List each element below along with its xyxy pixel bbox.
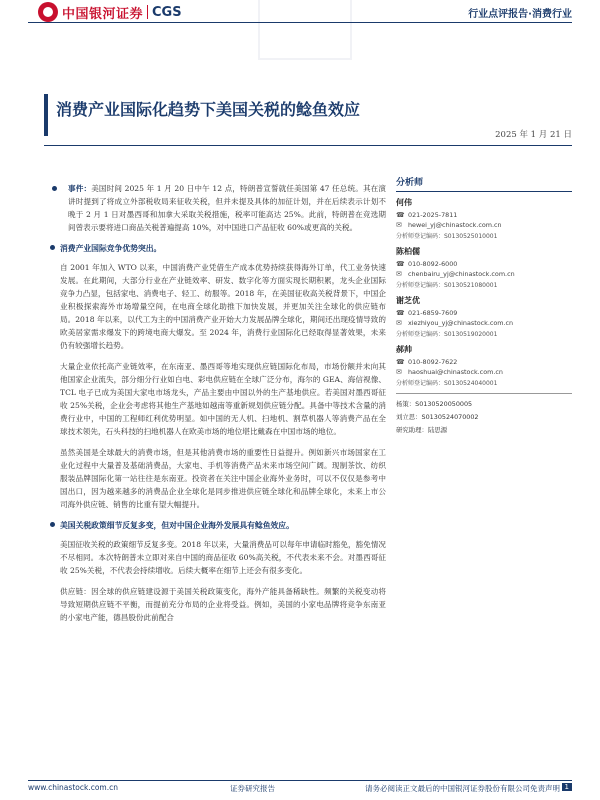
- body-paragraph: 自 2001 年加入 WTO 以来，中国消费产业凭借生产成本优势持续获得海外订单，代工业务快速发展。在此期间，大部分行业在产业链效率、研发、数字化等方面实现长期积累，龙头企业国际竞争力凸显，包括家电、消费电子、轻工、纺服等。2018 年，在美国征收高关税背景下，中国企业积极探索海外市场增量空间，在电商全球化助推下加快发展，并更加关注全球化的供应链布局。2018 年以来，以代工为主的中国消费产业开始大力发展品牌全球化，期间还出现疫情导致的欧美居家需求爆发下的跨境电商大爆发。至 2024 年，消费行业国际化已经取得显著效果，未来仍有较强增长趋势。: [60, 263, 386, 350]
- analyst-card: [396, 295, 572, 338]
- analyst-sidebar: [396, 175, 572, 438]
- email-icon: ✉: [396, 270, 402, 278]
- event-label: 事件：: [68, 184, 92, 193]
- section-heading-1: [60, 242, 386, 255]
- analyst-reg-code: 分析师登记编码：S0130525010001: [396, 233, 498, 240]
- event-paragraph: [60, 182, 386, 234]
- footer-website[interactable]: www.chinastock.com.cn: [28, 783, 118, 792]
- phone-icon: ☎: [396, 211, 405, 219]
- page-header: [0, 0, 600, 60]
- phone-icon: ☎: [396, 260, 405, 268]
- analyst-reg-code: 分析师登记编码：S0130519020001: [396, 331, 498, 338]
- supply-chain-text: 因全球的供应链建设源于美国关税政策变化，海外产能具备稀缺性。频繁的关税变动将导致短期供应链不平衡，而提前充分布局的企业将受益。例如，美国的小家电品牌将竞争东南亚的小家电产能，德昌股份此前配合: [60, 587, 387, 622]
- bullet-icon: [50, 245, 55, 250]
- research-assistant: 研究助理：陆思源: [396, 426, 448, 434]
- company-logo: [38, 2, 182, 22]
- body-paragraph: [60, 585, 386, 624]
- body-paragraph: 大量企业依托高产业链效率，在东南亚、墨西哥等地实现供应链国际化布局，市场份额并未向其他国家企业流失，部分细分行业如白电、彩电供应链在全球广泛分布，海尔的 GEA、海信视像、TCL 电子已成为美国大家电市场龙头，产品主要由中国以外的生产基地供应。若美国对墨西哥征收 25%关税，企业会考虑将其他生产基地如越南等重新规划供应链分配。具备中等技术含量的消费行业中，中国的工程师红利优势明显。如中国的无人机、扫地机、割草机器人等消费产品在全球技术领先，石头科技的扫地机器人在欧美市场的地位堪比戴森在中国市场的地位。: [60, 362, 386, 436]
- analyst-reg-code: 分析师登记编码：S0130521080001: [396, 282, 498, 289]
- analyst-reg-code: 分析师登记编码：S0130524040001: [396, 380, 498, 387]
- contributor-line: 杨策：S0130520050005: [396, 400, 473, 408]
- footer-disclaimer: 请务必阅读正文最后的中国银河证券股份有限公司免责声明: [365, 784, 560, 793]
- analyst-card: [396, 197, 572, 240]
- phone-icon: ☎: [396, 358, 405, 366]
- section-heading-text: 美国关税政策细节反复多变，但对中国企业海外发展具有鲶鱼效应。: [60, 521, 294, 530]
- email-icon: ✉: [396, 368, 402, 376]
- phone-icon: ☎: [396, 309, 405, 317]
- event-text: 美国时间 2025 年 1 月 20 日中午 12 点，特朗普宣誓就任美国第 47 任总统。其在演讲时提到了将成立外部税收局来征收关税，但并未提及具体的加征计划，并在后续表示计划不晚于 2 月 1 日对墨西哥和加拿大采取关税措施，税率可能高达 25%。此前，特朗普在竞选期间曾表示要将进口商品关税普遍提高 10%，对中国进口产品征收 60%或更高的关税。: [68, 184, 387, 232]
- analyst-name: 何伟: [396, 198, 412, 207]
- analyst-name: 郝帅: [396, 345, 412, 354]
- watermark-shape: [258, 0, 352, 60]
- analyst-phone: ☎ 021-2025-7811: [396, 211, 458, 219]
- section-heading-text: 消费产业国际竞争优势突出。: [60, 244, 162, 253]
- title-divider: [44, 145, 572, 146]
- title-accent-bar: [44, 94, 48, 136]
- logo-text-en: CGS: [152, 4, 182, 20]
- analyst-name: 谢芝优: [396, 296, 420, 305]
- report-title: 消费产业国际化趋势下美国关税的鲶鱼效应: [56, 100, 361, 119]
- email-icon: ✉: [396, 319, 402, 327]
- section-heading-2: [60, 519, 386, 532]
- footer-report-label: 证券研究报告: [230, 784, 275, 793]
- sidebar-divider: [396, 393, 572, 394]
- contributor-line: 刘立思：S0130524070002: [396, 413, 479, 421]
- logo-separator: [147, 5, 148, 19]
- report-date: 2025 年 1 月 21 日: [495, 130, 572, 140]
- main-content: [60, 182, 386, 632]
- analyst-email[interactable]: ✉ hewei_yj@chinastock.com.cn: [396, 221, 502, 229]
- logo-mark-icon: [38, 2, 58, 22]
- bullet-icon: [50, 522, 55, 527]
- email-icon: ✉: [396, 221, 402, 229]
- bullet-icon: [52, 186, 57, 191]
- body-paragraph: 虽然美国是全球最大的消费市场，但是其他消费市场的重要性日益提升。例如新兴市场国家在工业化过程中大量普及基础消费品，大家电、手机等消费产品未来市场空间广阔。现制茶饮、纺织服装品牌国际化第一站往往是东南亚。投资者在关注中国企业海外业务时，可以不仅仅是参考中国出口，因为越来越多的消费品企业全球化是同步推进供应链全球化和品牌全球化，未来上市公司海外供应链、销售的比重有望大幅提升。: [60, 448, 386, 509]
- analyst-card: [396, 246, 572, 289]
- analyst-email[interactable]: ✉ haoshuai@chinastock.com.cn: [396, 368, 503, 376]
- analyst-phone: ☎ 021-6859-7609: [396, 309, 458, 317]
- body-paragraph: 美国征收关税的政策细节反复多变。2018 年以来，大量消费品可以每年申请临时豁免，豁免情况不尽相同。本次特朗普未立即对来自中国的商品征收 60%高关税，不代表未来不会。对墨西哥征收 25%关税，不代表会持续增收。后续大概率在细节上还会有很多变化。: [60, 540, 386, 575]
- analyst-phone: ☎ 010-8092-6000: [396, 260, 458, 268]
- analyst-email[interactable]: ✉ chenbairu_yj@chinastock.com.cn: [396, 270, 515, 278]
- analyst-name: 陈柏儒: [396, 247, 420, 256]
- page-number: 1: [562, 783, 572, 791]
- logo-text-cn: 中国银河证券: [62, 6, 144, 22]
- report-type: 行业点评报告·消费行业: [468, 9, 572, 20]
- analyst-email[interactable]: ✉ xiezhiyou_yj@chinastock.com.cn: [396, 319, 514, 327]
- sidebar-title: 分析师: [396, 175, 572, 192]
- supply-chain-label: 供应链：: [60, 587, 92, 596]
- header-divider: [28, 22, 572, 23]
- analyst-card: [396, 344, 572, 387]
- analyst-phone: ☎ 010-8092-7622: [396, 358, 458, 366]
- footer-divider: [28, 780, 572, 781]
